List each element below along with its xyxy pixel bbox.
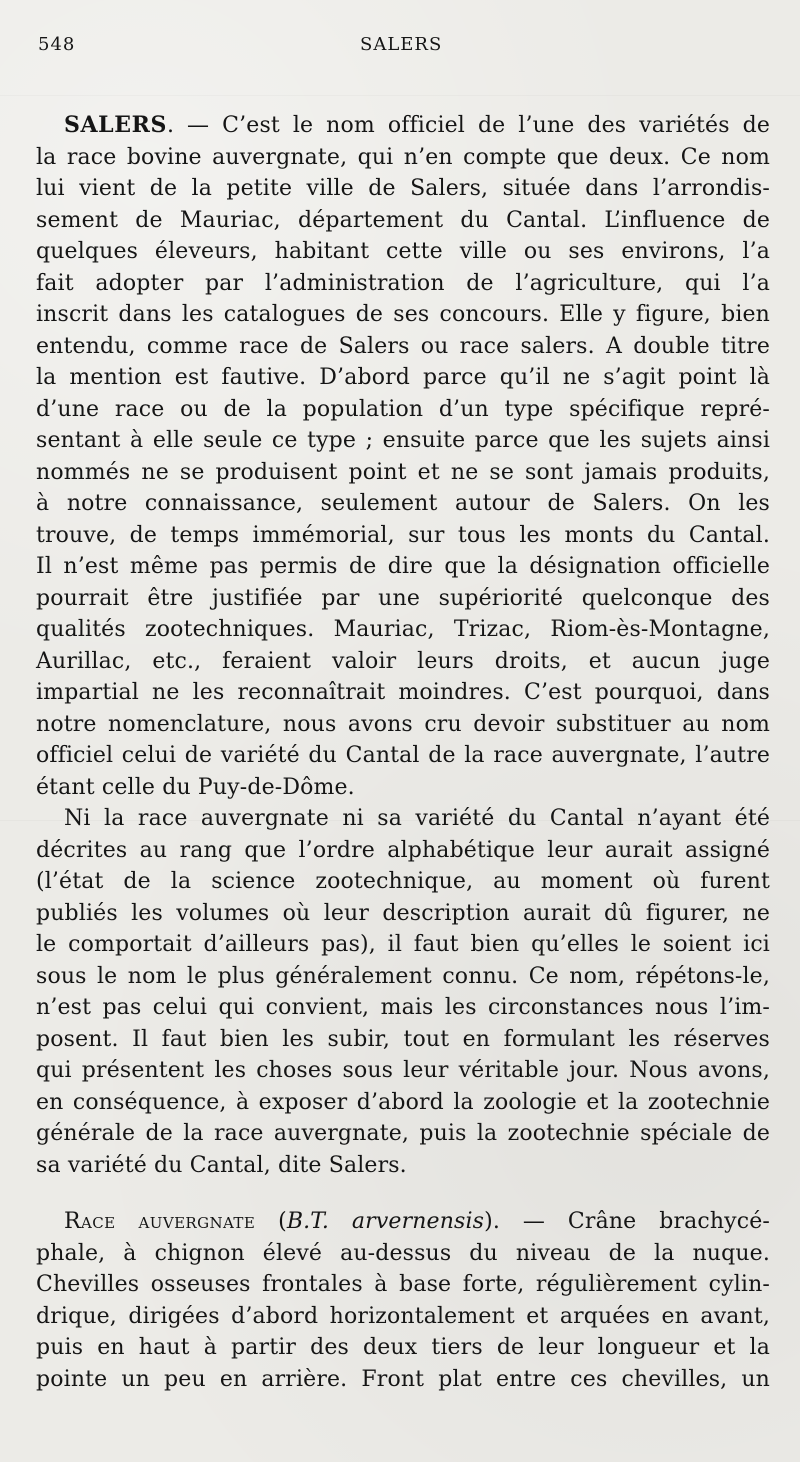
text-line: impartial ne les reconnaîtrait moindres. C’est pourquoi, dans	[36, 680, 770, 705]
article-text	[36, 110, 770, 1395]
text-line: Il n’est même pas permis de dire que la désignation officielle	[36, 554, 770, 579]
text-line: sentant à elle seule ce type ; ensuite parce que les sujets ainsi	[36, 428, 770, 453]
paragraph-spacing	[36, 1181, 770, 1206]
text-line: notre nomenclature, nous avons cru devoir substituer au nom	[36, 711, 770, 737]
text-line: la mention est fautive. D’abord parce qu’il ne s’agit point là	[36, 365, 770, 390]
text-line: sement de Mauriac, département du Cantal. L’influence de	[36, 207, 770, 233]
running-header	[0, 28, 800, 58]
text-line: inscrit dans les catalogues de ses concours. Elle y figure, bien	[36, 302, 770, 327]
text-line: en conséquence, à exposer d’abord la zoologie et la zootechnie	[36, 1089, 770, 1115]
text-line: qui présentent les choses sous leur véritable jour. Nous avons,	[36, 1058, 770, 1083]
text-line: le comportait d’ailleurs pas), il faut bien qu’elles le soient ici	[36, 932, 770, 957]
scan-texture-line	[0, 95, 800, 96]
text-line: à notre connaissance, seulement autour de Salers. On les	[36, 491, 770, 516]
text-line: la race bovine auvergnate, qui n’en compte que deux. Ce nom	[36, 144, 770, 170]
text-line: quelques éleveurs, habitant cette ville ou ses environs, l’a	[36, 239, 770, 264]
text-line	[36, 1206, 770, 1238]
text-line: lui vient de la petite ville de Salers, située dans l’arrondis-	[36, 176, 770, 201]
text-line: phale, à chignon élevé au-dessus du niveau de la nuque.	[36, 1240, 770, 1266]
text-line: publiés les volumes où leur description aurait dû figurer, ne	[36, 900, 770, 926]
text-line	[36, 110, 770, 142]
entry-line-text: ). — Crâne brachycé-	[484, 1209, 770, 1234]
paren-open: (	[255, 1209, 287, 1234]
text-line: n’est pas celui qui convient, mais les circonstances nous l’im-	[36, 995, 770, 1020]
text-line: trouve, de temps immémorial, sur tous les monts du Cantal.	[36, 522, 770, 548]
text-line: sous le nom le plus généralement connu. Ce nom, répétons-le,	[36, 963, 770, 989]
text-line: fait adopter par l’administration de l’agriculture, qui l’a	[36, 270, 770, 296]
entry-term: SALERS	[64, 112, 167, 138]
text-line: décrites au rang que l’ordre alphabétique leur aurait assigné	[36, 837, 770, 863]
text-line: nommés ne se produisent point et ne se sont jamais produits,	[36, 459, 770, 485]
text-line: générale de la race auvergnate, puis la zootechnie spéciale de	[36, 1121, 770, 1146]
text-line: officiel celui de variété du Cantal de la race auvergnate, l’autre	[36, 743, 770, 768]
text-line: d’une race ou de la population d’un type spécifique repré-	[36, 396, 770, 422]
race-term: Race auvergnate	[64, 1209, 256, 1234]
entry-line-text: . — C’est le nom officiel de l’une des variétés de	[166, 113, 770, 138]
text-line: étant celle du Puy-de-Dôme.	[36, 774, 355, 800]
text-line: Aurillac, etc., feraient valoir leurs droits, et aucun juge	[36, 648, 770, 674]
text-line: sa variété du Cantal, dite Salers.	[36, 1152, 407, 1178]
classification-paragraph	[36, 803, 770, 1181]
salers-entry-paragraph	[36, 110, 770, 803]
text-line: entendu, comme race de Salers ou race salers. A double titre	[36, 333, 770, 359]
latin-name: B.T. arvernensis	[286, 1209, 485, 1234]
text-line: pourrait être justifiée par une supériorité quelconque des	[36, 585, 770, 611]
text-line: Ni la race auvergnate ni sa variété du Cantal n’ayant été	[64, 806, 770, 831]
text-line: pointe un peu en arrière. Front plat entre ces chevilles, un	[36, 1366, 770, 1392]
text-line: (l’état de la science zootechnique, au moment où furent	[36, 869, 770, 894]
race-auvergnate-paragraph	[36, 1206, 770, 1395]
text-line: puis en haut à partir des deux tiers de leur longueur et la	[36, 1335, 770, 1360]
text-line: qualités zootechniques. Mauriac, Trizac, Riom-ès-Montagne,	[36, 617, 770, 642]
running-title: SALERS	[360, 34, 443, 55]
text-line: drique, dirigées d’abord horizontalement et arquées en avant,	[36, 1303, 770, 1329]
page-number: 548	[38, 34, 76, 55]
text-line: Chevilles osseuses frontales à base forte, régulièrement cylin-	[36, 1272, 770, 1297]
text-line: posent. Il faut bien les subir, tout en formulant les réserves	[36, 1026, 770, 1052]
